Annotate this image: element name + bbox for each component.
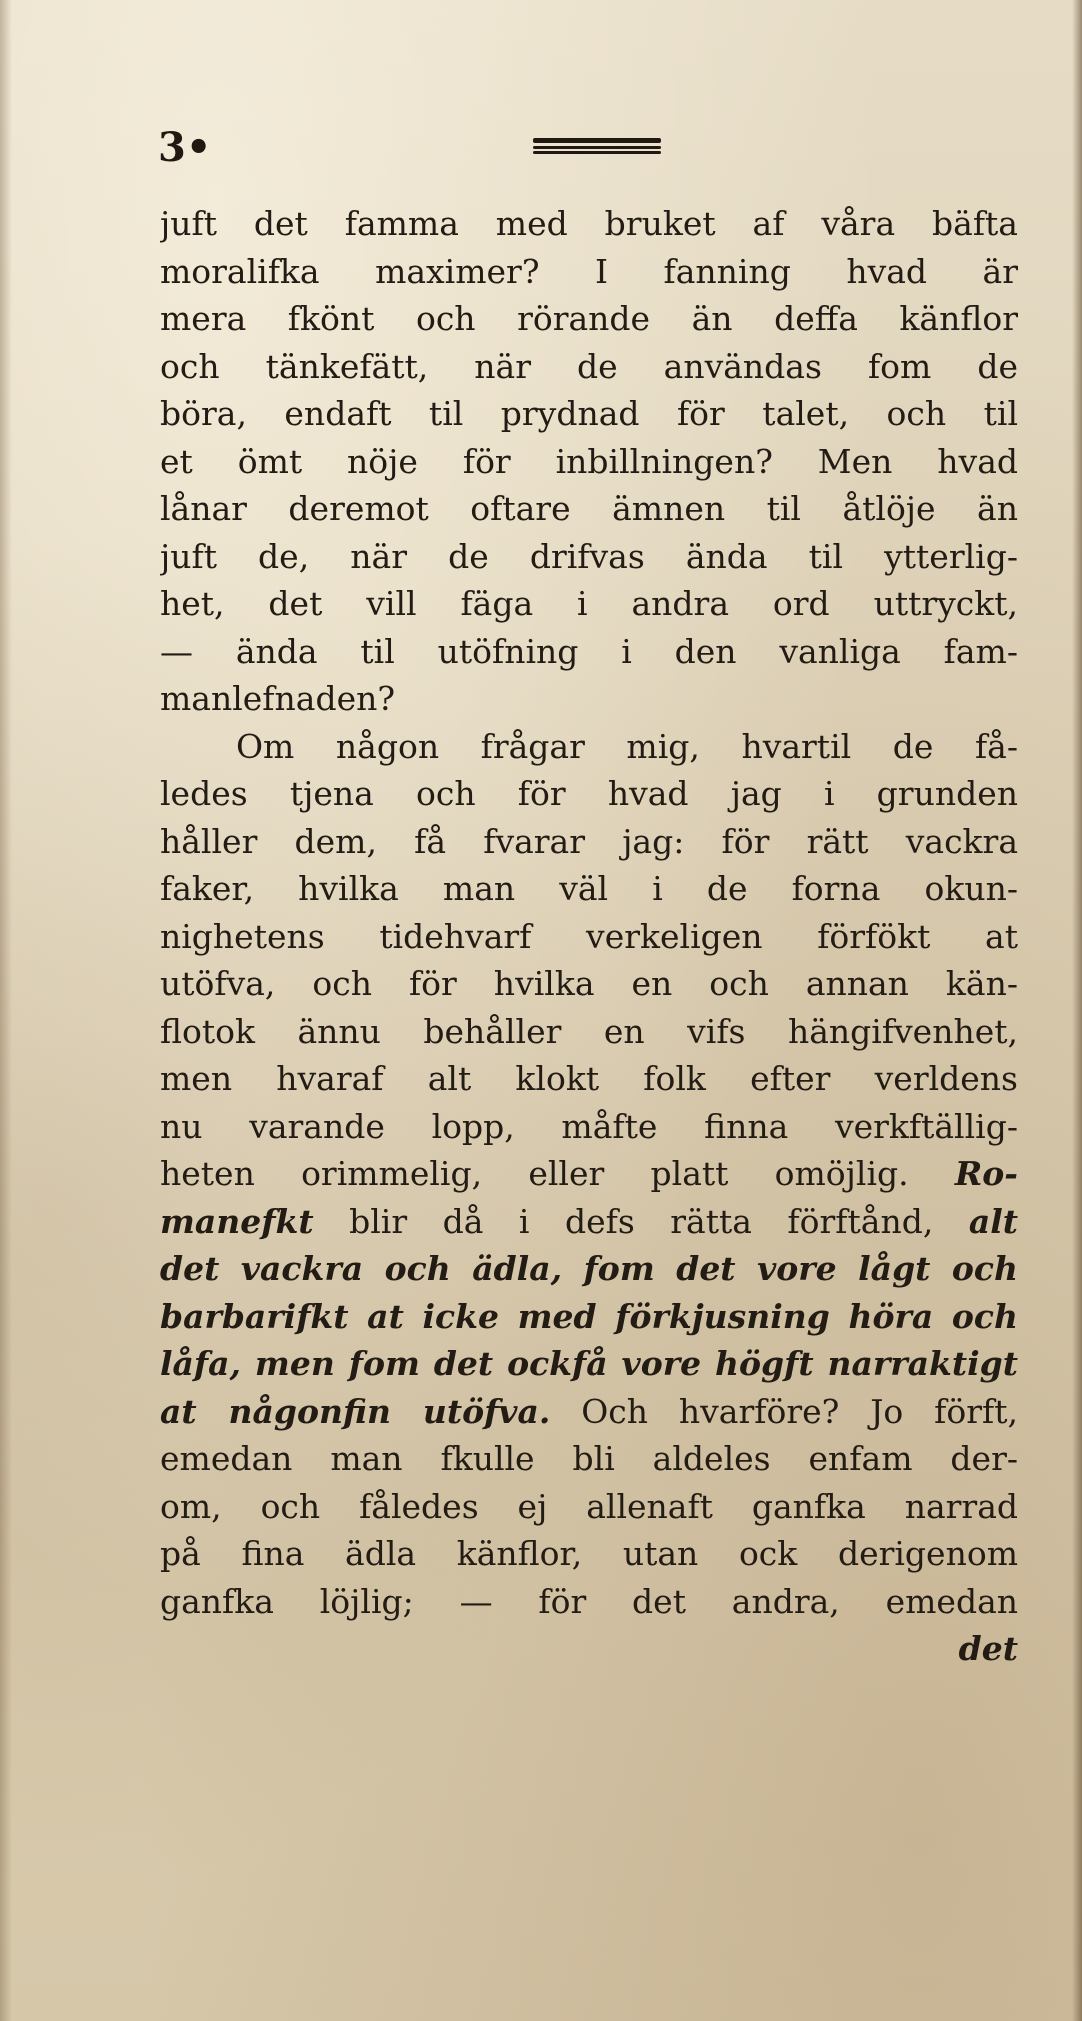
line-text: et ömt nöje för inbillningen? Men hvad [160, 441, 1018, 481]
line-text: heten orimmelig, eller platt omöjlig. [160, 1154, 955, 1193]
line-text: ledes tjena och för hvad jag i grunden [160, 774, 1018, 813]
italic-text: alt [968, 1201, 1018, 1241]
text-line [160, 1388, 1018, 1436]
header-rule [533, 138, 661, 154]
line-text: moralifka maximer? I fanning hvad är [160, 251, 1018, 291]
line-text: faker, hvilka man väl i de forna okun- [160, 869, 1018, 908]
line-text: ganfka löjlig; — för det andra, emedan [160, 1581, 1018, 1621]
line-text: — ända til utöfning i den vanliga fam- [160, 631, 1018, 671]
line-text: nu varande lopp, måfte finna verkftällig- [160, 1106, 1018, 1146]
text-line [160, 200, 1018, 248]
text-line [160, 960, 1018, 1008]
text-line [160, 913, 1018, 961]
line-text: manlefnaden? [160, 679, 396, 718]
text-line [160, 865, 1018, 913]
text-line [160, 533, 1018, 581]
text-line [160, 390, 1018, 438]
text-line [160, 1530, 1018, 1578]
text-line [160, 295, 1018, 343]
text-line [160, 723, 1018, 771]
text-line [160, 1625, 1018, 1673]
line-text: men hvaraf alt klokt folk efter verldens [160, 1059, 1018, 1098]
italic-text: det [958, 1629, 1018, 1668]
text-line [160, 1055, 1018, 1103]
line-text: utöfva, och för hvilka en och annan kän- [160, 964, 1018, 1003]
text-line [160, 248, 1018, 296]
text-line [160, 438, 1018, 486]
page-number: 3• [158, 124, 212, 171]
text-line [160, 628, 1018, 676]
text-line [160, 1340, 1018, 1388]
line-text: flotok ännu behåller en vifs hängifvenhet, [160, 1011, 1018, 1051]
line-text: om, och fåledes ej allenaft ganfka narrad [160, 1486, 1018, 1526]
text-line [160, 1245, 1018, 1293]
line-text: blir då i defs rätta förftånd, [313, 1201, 969, 1241]
line-text: juft de, när de drifvas ända til ytterlig- [160, 536, 1018, 576]
line-text: böra, endaft til prydnad för talet, och til [160, 394, 1018, 433]
text-line [160, 485, 1018, 533]
line-text: juft det famma med bruket af våra bäfta [160, 204, 1018, 243]
text-line [160, 1578, 1018, 1626]
line-text: nighetens tidehvarf verkeligen förfökt at [160, 916, 1018, 956]
line-text: het, det vill fäga i andra ord uttryckt, [160, 584, 1018, 623]
text-line [160, 1198, 1018, 1246]
page-shadow-left [0, 0, 12, 2021]
italic-text: det vackra och ädla, fom det vore lågt och [160, 1249, 1018, 1288]
line-text: på fina ädla känflor, utan ock derigenom [160, 1534, 1018, 1573]
text-line [160, 1293, 1018, 1341]
text-line [160, 1150, 1018, 1198]
line-text: och tänkefätt, när de användas fom de [160, 346, 1018, 386]
italic-text: at någonfin utöfva. [160, 1391, 551, 1431]
line-text: lånar deremot oftare ämnen til åtlöje än [160, 489, 1018, 528]
text-line [160, 580, 1018, 628]
text-line [160, 818, 1018, 866]
text-line [160, 1483, 1018, 1531]
italic-text: Ro- [954, 1154, 1018, 1193]
line-text: Om någon frågar mig, hvartil de få- [236, 726, 1018, 766]
italic-text: manefkt [160, 1201, 314, 1241]
italic-text: barbarifkt at icke med förkjusning höra och [160, 1296, 1018, 1336]
text-line [160, 1103, 1018, 1151]
line-text: håller dem, få fvarar jag: för rätt vackra [160, 821, 1018, 861]
italic-text: låfa, men fom det ockfå vore högft narraktigt [160, 1344, 1018, 1383]
text-line [160, 343, 1018, 391]
text-line [160, 675, 1018, 723]
text-line [160, 770, 1018, 818]
body-text [160, 200, 1018, 1673]
line-text: mera fkönt och rörande än deffa känflor [160, 299, 1018, 338]
line-text: Och hvarföre? Jo förft, [550, 1391, 1018, 1431]
line-text: emedan man fkulle bli aldeles enfam der- [160, 1439, 1018, 1478]
page-edge-right [1072, 0, 1082, 2021]
text-line [160, 1435, 1018, 1483]
text-line [160, 1008, 1018, 1056]
